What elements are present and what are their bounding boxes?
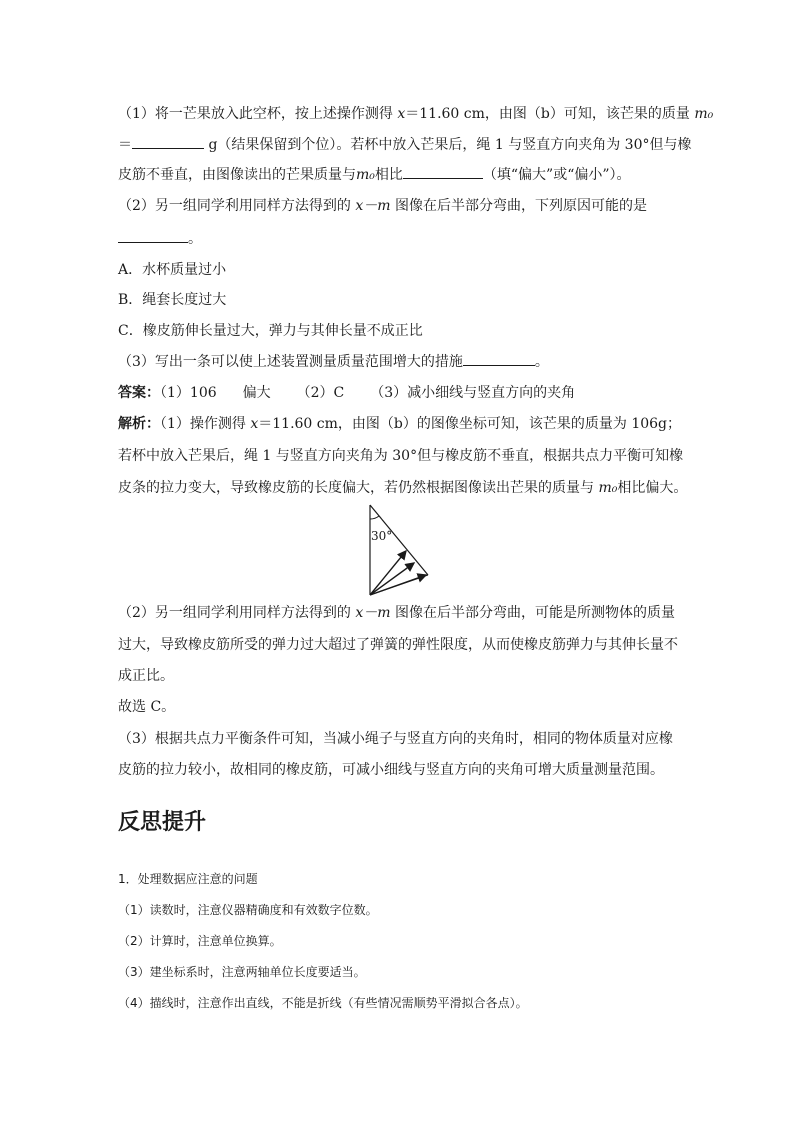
section-heading: 反思提升	[118, 810, 207, 835]
reflection-sub-1: （1）读数时，注意仪器精确度和有效数字位数。	[118, 903, 378, 917]
q1-text: （填“偏大”或“偏小”）。	[482, 167, 631, 183]
reflection-sub-2: （2）计算时，注意单位换算。	[118, 934, 282, 948]
answer-1b: 偏大	[242, 385, 271, 401]
q2-line-1	[118, 196, 647, 216]
q1-text: 相比	[374, 167, 403, 183]
angle-arc	[370, 516, 379, 519]
option-c: C．橡皮筋伸长量过大，弹力与其伸长量不成正比	[118, 323, 423, 339]
option-b: B．绳套长度过大	[118, 292, 227, 308]
analysis-line-2: 若杯中放入芒果后，绳 1 与竖直方向夹角为 30°但与橡皮筋不垂直，根据共点力平衡可知橡	[118, 448, 684, 464]
reflection-sub-3: （3）建坐标系时，注意两轴单位长度要适当。	[118, 965, 366, 979]
answer-blank[interactable]	[403, 164, 483, 179]
q2-text: （2）另一组同学利用同样方法得到的	[118, 198, 356, 214]
analysis-p2-line-4: 故选 C。	[118, 699, 176, 715]
q1-text: g（结果保留到个位）。若杯中放入芒果后，绳 1 与竖直方向夹角为 30°但与橡	[204, 137, 692, 153]
q1-text: 皮筋不垂直，由图像读出的芒果质量与	[118, 167, 356, 183]
analysis-text: ＝11.60 cm，由图（b）的图像坐标可知，该芒果的质量为 106g；	[258, 416, 682, 432]
analysis-p3-line-2: 皮筋的拉力较小，故相同的橡皮筋，可减小细线与竖直方向的夹角可增大质量测量范围。	[118, 762, 664, 778]
analysis-text: （2）另一组同学利用同样方法得到的	[118, 605, 356, 621]
var-x-m: x－m	[355, 605, 391, 621]
q3-text: （3）写出一条可以使上述装置测量质量范围增大的措施	[118, 354, 463, 370]
var-m0: m₀	[598, 480, 618, 496]
q3-line	[118, 351, 549, 372]
force-diagram	[364, 503, 434, 599]
var-m0: m₀	[356, 167, 375, 183]
analysis-text: （1）操作测得	[160, 416, 251, 432]
q2-line-2	[118, 228, 202, 249]
answer-line	[118, 383, 575, 403]
var-x: x	[250, 416, 259, 432]
answer-blank[interactable]	[132, 134, 204, 149]
q2-text: 图像在后半部分弯曲，下列原因可能的是	[390, 198, 647, 214]
reflection-sub-4: （4）描线时，注意作出直线，不能是折线（有些情况需顺势平滑拟合各点）。	[118, 996, 528, 1010]
analysis-line-1	[118, 414, 681, 434]
analysis-line-3	[118, 478, 687, 498]
var-x: x	[397, 106, 406, 122]
analysis-label: 解析：	[118, 416, 160, 432]
reflection-item-1: 1．处理数据应注意的问题	[118, 872, 258, 886]
answer-1: （1）106	[160, 385, 217, 401]
q1-text: （1）将一芒果放入此空杯，按上述操作测得	[118, 106, 398, 122]
analysis-text: 皮条的拉力变大，导致橡皮筋的长度偏大，若仍然根据图像读出芒果的质量与	[118, 480, 599, 496]
analysis-p3-line-1: （3）根据共点力平衡条件可知，当减小绳子与竖直方向的夹角时，相同的物体质量对应橡	[118, 731, 673, 747]
answer-2: （2）C	[296, 385, 345, 401]
q2-text: 。	[188, 231, 202, 247]
answer-blank[interactable]	[463, 351, 535, 366]
var-m0: m₀	[694, 106, 714, 122]
analysis-p2-line-2: 过大，导致橡皮筋所受的弹力过大超过了弹簧的弹性限度，从而使橡皮筋弹力与其伸长量不	[118, 637, 678, 653]
q1-text: ＝11.60 cm，由图（b）可知，该芒果的质量	[405, 106, 695, 122]
answer-blank[interactable]	[118, 228, 188, 243]
q1-line-3	[118, 164, 631, 185]
angle-label: 30°	[371, 529, 393, 543]
var-x-m: x－m	[355, 198, 391, 214]
analysis-text: 相比偏大。	[617, 480, 688, 496]
answer-label: 答案：	[118, 385, 160, 401]
q3-text: 。	[534, 354, 549, 370]
q1-line-1	[118, 104, 713, 124]
answer-3: （3）减小细线与竖直方向的夹角	[370, 385, 576, 401]
analysis-text: 图像在后半部分弯曲，可能是所测物体的质量	[390, 605, 675, 621]
q1-text: ＝	[118, 137, 132, 153]
analysis-p2-line-1	[118, 603, 675, 623]
q1-line-2	[118, 134, 691, 155]
option-a: A．水杯质量过小	[118, 262, 227, 278]
analysis-p2-line-3: 成正比。	[118, 668, 174, 684]
